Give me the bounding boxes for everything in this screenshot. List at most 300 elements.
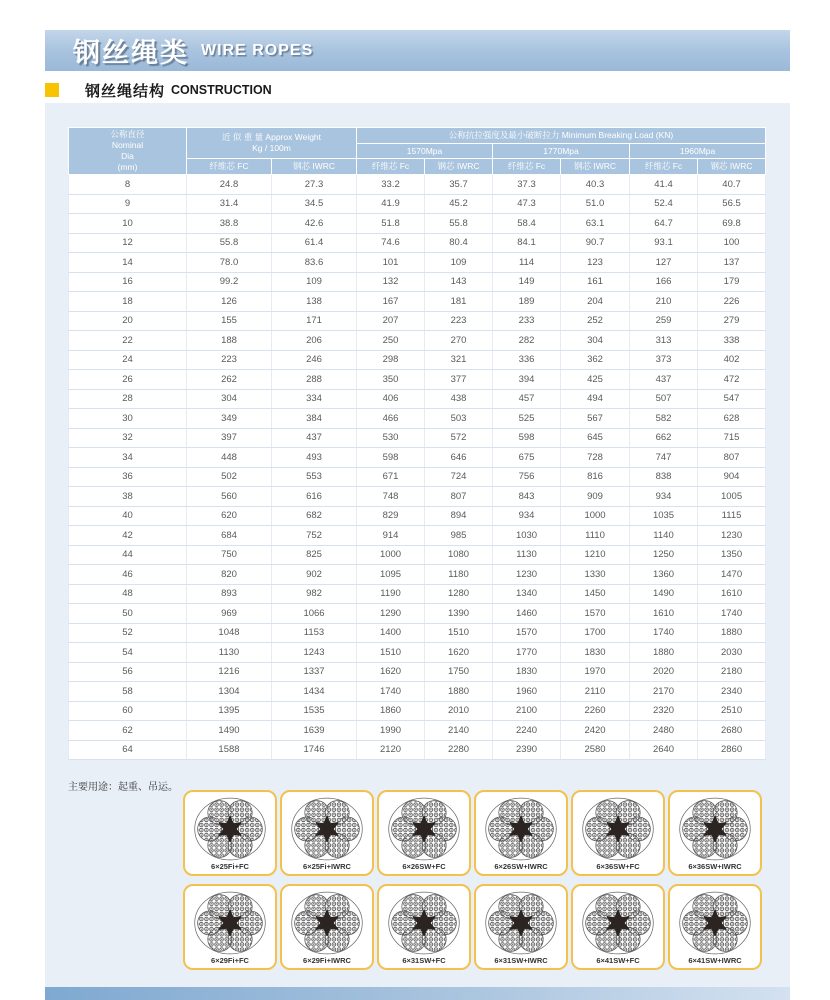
rope-box	[571, 884, 665, 970]
dia-cell: 52	[69, 623, 187, 643]
rope-box	[668, 884, 762, 970]
value-cell: 728	[561, 448, 630, 468]
value-cell: 223	[187, 350, 272, 370]
value-cell: 682	[272, 506, 357, 526]
dia-cell: 62	[69, 721, 187, 741]
value-cell: 304	[561, 331, 630, 351]
value-cell: 250	[357, 331, 425, 351]
value-cell: 1750	[425, 662, 493, 682]
dia-cell: 30	[69, 409, 187, 429]
value-cell: 373	[630, 350, 698, 370]
value-cell: 646	[425, 448, 493, 468]
wire-rope-cross-section-icon	[676, 891, 754, 955]
page-banner	[45, 30, 790, 71]
value-cell: 748	[357, 487, 425, 507]
value-cell: 2580	[561, 740, 630, 760]
value-cell: 349	[187, 409, 272, 429]
value-cell: 825	[272, 545, 357, 565]
dia-line: Dia	[121, 151, 134, 162]
value-cell: 101	[357, 253, 425, 273]
value-cell: 161	[561, 272, 630, 292]
value-cell: 507	[630, 389, 698, 409]
table-row	[69, 565, 766, 585]
table-row	[69, 467, 766, 487]
rope-label: 6×26SW+FC	[402, 862, 446, 871]
value-cell: 448	[187, 448, 272, 468]
wire-rope-cross-section-icon	[676, 797, 754, 861]
value-cell: 1740	[630, 623, 698, 643]
value-cell: 252	[561, 311, 630, 331]
value-cell: 616	[272, 487, 357, 507]
value-cell: 35.7	[425, 175, 493, 195]
value-cell: 724	[425, 467, 493, 487]
value-cell: 2120	[357, 740, 425, 760]
weight-line: 近 似 重 量 Approx Weight	[221, 132, 322, 143]
value-cell: 279	[698, 311, 766, 331]
value-cell: 1080	[425, 545, 493, 565]
value-cell: 1350	[698, 545, 766, 565]
value-cell: 126	[187, 292, 272, 312]
value-cell: 472	[698, 370, 766, 390]
dia-cell: 48	[69, 584, 187, 604]
table-row	[69, 194, 766, 214]
value-cell: 1830	[561, 643, 630, 663]
rope-box	[280, 790, 374, 876]
value-cell: 1880	[630, 643, 698, 663]
value-cell: 1880	[425, 682, 493, 702]
subheader-fc: 纤维芯 Fc	[357, 159, 425, 175]
value-cell: 684	[187, 526, 272, 546]
value-cell: 1216	[187, 662, 272, 682]
value-cell: 1180	[425, 565, 493, 585]
value-cell: 51.0	[561, 194, 630, 214]
table-row	[69, 682, 766, 702]
rope-box	[183, 790, 277, 876]
subheader-fc: 纤维芯 Fc	[630, 159, 698, 175]
value-cell: 40.7	[698, 175, 766, 195]
value-cell: 2020	[630, 662, 698, 682]
value-cell: 132	[357, 272, 425, 292]
value-cell: 31.4	[187, 194, 272, 214]
value-cell: 437	[630, 370, 698, 390]
page-content	[45, 0, 790, 1000]
value-cell: 189	[493, 292, 561, 312]
dia-cell: 56	[69, 662, 187, 682]
table-row	[69, 448, 766, 468]
value-cell: 313	[630, 331, 698, 351]
value-cell: 838	[630, 467, 698, 487]
value-cell: 149	[493, 272, 561, 292]
value-cell: 1860	[357, 701, 425, 721]
value-cell: 38.8	[187, 214, 272, 234]
value-cell: 42.6	[272, 214, 357, 234]
value-cell: 2260	[561, 701, 630, 721]
value-cell: 2640	[630, 740, 698, 760]
header-1570mpa: 1570Mpa	[357, 143, 493, 159]
value-cell: 904	[698, 467, 766, 487]
rope-label: 6×41SW+FC	[596, 956, 640, 965]
value-cell: 671	[357, 467, 425, 487]
value-cell: 47.3	[493, 194, 561, 214]
table-row	[69, 643, 766, 663]
weight-line: Kg / 100m	[252, 143, 291, 154]
value-cell: 715	[698, 428, 766, 448]
value-cell: 137	[698, 253, 766, 273]
value-cell: 52.4	[630, 194, 698, 214]
rope-grid	[183, 790, 762, 970]
value-cell: 206	[272, 331, 357, 351]
value-cell: 1740	[357, 682, 425, 702]
value-cell: 362	[561, 350, 630, 370]
value-cell: 55.8	[187, 233, 272, 253]
value-cell: 1390	[425, 604, 493, 624]
value-cell: 1588	[187, 740, 272, 760]
value-cell: 64.7	[630, 214, 698, 234]
table-row	[69, 214, 766, 234]
value-cell: 100	[698, 233, 766, 253]
value-cell: 270	[425, 331, 493, 351]
value-cell: 1048	[187, 623, 272, 643]
table-row	[69, 545, 766, 565]
value-cell: 109	[272, 272, 357, 292]
content-panel	[45, 103, 790, 1000]
value-cell: 2860	[698, 740, 766, 760]
value-cell: 1030	[493, 526, 561, 546]
value-cell: 1570	[493, 623, 561, 643]
wire-rope-spec-table	[68, 127, 766, 760]
value-cell: 259	[630, 311, 698, 331]
value-cell: 2680	[698, 721, 766, 741]
value-cell: 138	[272, 292, 357, 312]
value-cell: 1490	[187, 721, 272, 741]
value-cell: 84.1	[493, 233, 561, 253]
value-cell: 662	[630, 428, 698, 448]
value-cell: 747	[630, 448, 698, 468]
subheader-fc: 纤维芯 FC	[187, 159, 272, 175]
value-cell: 1066	[272, 604, 357, 624]
value-cell: 1337	[272, 662, 357, 682]
table-row	[69, 604, 766, 624]
value-cell: 377	[425, 370, 493, 390]
wire-rope-cross-section-icon	[579, 797, 657, 861]
value-cell: 93.1	[630, 233, 698, 253]
value-cell: 1290	[357, 604, 425, 624]
value-cell: 547	[698, 389, 766, 409]
dia-cell: 28	[69, 389, 187, 409]
value-cell: 628	[698, 409, 766, 429]
value-cell: 2510	[698, 701, 766, 721]
dia-cell: 10	[69, 214, 187, 234]
table-row	[69, 721, 766, 741]
value-cell: 1243	[272, 643, 357, 663]
value-cell: 78.0	[187, 253, 272, 273]
value-cell: 1880	[698, 623, 766, 643]
value-cell: 226	[698, 292, 766, 312]
value-cell: 262	[187, 370, 272, 390]
table-row	[69, 662, 766, 682]
value-cell: 750	[187, 545, 272, 565]
value-cell: 902	[272, 565, 357, 585]
subheader-iwrc: 钢芯 IWRC	[425, 159, 493, 175]
table-row	[69, 623, 766, 643]
value-cell: 843	[493, 487, 561, 507]
usage-note: 主要用途：起重、吊运。	[68, 782, 178, 793]
value-cell: 1340	[493, 584, 561, 604]
value-cell: 494	[561, 389, 630, 409]
value-cell: 438	[425, 389, 493, 409]
value-cell: 567	[561, 409, 630, 429]
header-breaking-load: 公称抗拉强度及最小破断拉力 Minimum Breaking Load (KN)	[357, 128, 766, 144]
header-nominal-dia	[69, 128, 187, 175]
dia-cell: 42	[69, 526, 187, 546]
value-cell: 572	[425, 428, 493, 448]
value-cell: 233	[493, 311, 561, 331]
value-cell: 675	[493, 448, 561, 468]
value-cell: 1746	[272, 740, 357, 760]
rope-label: 6×25Fi+IWRC	[303, 862, 351, 871]
value-cell: 166	[630, 272, 698, 292]
value-cell: 384	[272, 409, 357, 429]
value-cell: 207	[357, 311, 425, 331]
wire-rope-cross-section-icon	[385, 891, 463, 955]
value-cell: 114	[493, 253, 561, 273]
subheader-iwrc: 钢芯 IWRC	[561, 159, 630, 175]
table-row	[69, 740, 766, 760]
value-cell: 466	[357, 409, 425, 429]
value-cell: 1140	[630, 526, 698, 546]
wire-rope-cross-section-icon	[482, 891, 560, 955]
value-cell: 2010	[425, 701, 493, 721]
value-cell: 123	[561, 253, 630, 273]
value-cell: 2390	[493, 740, 561, 760]
value-cell: 1000	[561, 506, 630, 526]
value-cell: 914	[357, 526, 425, 546]
value-cell: 406	[357, 389, 425, 409]
value-cell: 1490	[630, 584, 698, 604]
value-cell: 40.3	[561, 175, 630, 195]
value-cell: 502	[187, 467, 272, 487]
rope-label: 6×29Fi+FC	[211, 956, 249, 965]
value-cell: 2180	[698, 662, 766, 682]
value-cell: 752	[272, 526, 357, 546]
wire-rope-cross-section-icon	[579, 891, 657, 955]
table-row	[69, 272, 766, 292]
value-cell: 350	[357, 370, 425, 390]
value-cell: 1230	[493, 565, 561, 585]
rope-box	[668, 790, 762, 876]
value-cell: 820	[187, 565, 272, 585]
value-cell: 41.9	[357, 194, 425, 214]
value-cell: 90.7	[561, 233, 630, 253]
value-cell: 525	[493, 409, 561, 429]
table-row	[69, 233, 766, 253]
value-cell: 582	[630, 409, 698, 429]
table-body	[69, 175, 766, 760]
value-cell: 188	[187, 331, 272, 351]
value-cell: 2420	[561, 721, 630, 741]
value-cell: 1230	[698, 526, 766, 546]
dia-cell: 60	[69, 701, 187, 721]
value-cell: 1130	[187, 643, 272, 663]
table-row	[69, 428, 766, 448]
value-cell: 34.5	[272, 194, 357, 214]
value-cell: 1110	[561, 526, 630, 546]
value-cell: 288	[272, 370, 357, 390]
table-row	[69, 292, 766, 312]
dia-cell: 12	[69, 233, 187, 253]
dia-cell: 50	[69, 604, 187, 624]
rope-label: 6×31SW+IWRC	[494, 956, 548, 965]
value-cell: 143	[425, 272, 493, 292]
rope-label: 6×31SW+FC	[402, 956, 446, 965]
table-row	[69, 253, 766, 273]
value-cell: 83.6	[272, 253, 357, 273]
value-cell: 934	[493, 506, 561, 526]
dia-cell: 58	[69, 682, 187, 702]
dia-line: (mm)	[117, 162, 138, 173]
value-cell: 2480	[630, 721, 698, 741]
value-cell: 1460	[493, 604, 561, 624]
value-cell: 246	[272, 350, 357, 370]
wire-rope-cross-section-icon	[288, 891, 366, 955]
value-cell: 1360	[630, 565, 698, 585]
wire-rope-cross-section-icon	[288, 797, 366, 861]
table-header	[69, 128, 766, 175]
table-row	[69, 584, 766, 604]
value-cell: 1610	[630, 604, 698, 624]
bottom-bar	[45, 987, 790, 1000]
value-cell: 41.4	[630, 175, 698, 195]
dia-cell: 16	[69, 272, 187, 292]
table-row	[69, 409, 766, 429]
value-cell: 1990	[357, 721, 425, 741]
value-cell: 1830	[493, 662, 561, 682]
value-cell: 1095	[357, 565, 425, 585]
value-cell: 55.8	[425, 214, 493, 234]
value-cell: 560	[187, 487, 272, 507]
dia-cell: 22	[69, 331, 187, 351]
value-cell: 894	[425, 506, 493, 526]
value-cell: 909	[561, 487, 630, 507]
value-cell: 1535	[272, 701, 357, 721]
value-cell: 2240	[493, 721, 561, 741]
value-cell: 58.4	[493, 214, 561, 234]
value-cell: 223	[425, 311, 493, 331]
value-cell: 51.8	[357, 214, 425, 234]
rope-box	[377, 884, 471, 970]
section-title-zh: 钢丝绳结构	[85, 82, 166, 100]
value-cell: 816	[561, 467, 630, 487]
wire-rope-cross-section-icon	[191, 891, 269, 955]
subheader-fc: 纤维芯 Fc	[493, 159, 561, 175]
dia-cell: 14	[69, 253, 187, 273]
value-cell: 171	[272, 311, 357, 331]
value-cell: 181	[425, 292, 493, 312]
value-cell: 598	[493, 428, 561, 448]
value-cell: 2030	[698, 643, 766, 663]
value-cell: 127	[630, 253, 698, 273]
rope-label: 6×36SW+FC	[596, 862, 640, 871]
value-cell: 934	[630, 487, 698, 507]
value-cell: 503	[425, 409, 493, 429]
value-cell: 61.4	[272, 233, 357, 253]
yellow-square-bullet-icon	[45, 83, 59, 97]
value-cell: 1130	[493, 545, 561, 565]
value-cell: 402	[698, 350, 766, 370]
value-cell: 969	[187, 604, 272, 624]
dia-cell: 26	[69, 370, 187, 390]
value-cell: 1280	[425, 584, 493, 604]
value-cell: 69.8	[698, 214, 766, 234]
dia-cell: 34	[69, 448, 187, 468]
rope-box	[183, 884, 277, 970]
value-cell: 109	[425, 253, 493, 273]
value-cell: 167	[357, 292, 425, 312]
value-cell: 756	[493, 467, 561, 487]
dia-cell: 24	[69, 350, 187, 370]
value-cell: 1510	[425, 623, 493, 643]
section-title-en: CONSTRUCTION	[171, 83, 272, 97]
rope-box	[377, 790, 471, 876]
value-cell: 24.8	[187, 175, 272, 195]
value-cell: 210	[630, 292, 698, 312]
value-cell: 2320	[630, 701, 698, 721]
value-cell: 1620	[357, 662, 425, 682]
table-row	[69, 389, 766, 409]
value-cell: 530	[357, 428, 425, 448]
value-cell: 807	[698, 448, 766, 468]
value-cell: 829	[357, 506, 425, 526]
value-cell: 304	[187, 389, 272, 409]
value-cell: 1700	[561, 623, 630, 643]
value-cell: 1434	[272, 682, 357, 702]
value-cell: 99.2	[187, 272, 272, 292]
dia-cell: 44	[69, 545, 187, 565]
value-cell: 1740	[698, 604, 766, 624]
wire-rope-cross-section-icon	[385, 797, 463, 861]
value-cell: 80.4	[425, 233, 493, 253]
rope-label: 6×25Fi+FC	[211, 862, 249, 871]
value-cell: 1395	[187, 701, 272, 721]
value-cell: 645	[561, 428, 630, 448]
rope-label: 6×29Fi+IWRC	[303, 956, 351, 965]
value-cell: 598	[357, 448, 425, 468]
value-cell: 985	[425, 526, 493, 546]
banner-title-zh: 钢丝绳类	[73, 38, 189, 68]
value-cell: 1153	[272, 623, 357, 643]
value-cell: 425	[561, 370, 630, 390]
section-heading	[45, 80, 790, 100]
value-cell: 334	[272, 389, 357, 409]
value-cell: 56.5	[698, 194, 766, 214]
rope-box	[571, 790, 665, 876]
value-cell: 982	[272, 584, 357, 604]
value-cell: 437	[272, 428, 357, 448]
dia-cell: 64	[69, 740, 187, 760]
value-cell: 1639	[272, 721, 357, 741]
dia-cell: 54	[69, 643, 187, 663]
dia-line: Nominal	[111, 140, 144, 151]
value-cell: 321	[425, 350, 493, 370]
table-row	[69, 175, 766, 195]
value-cell: 1005	[698, 487, 766, 507]
value-cell: 27.3	[272, 175, 357, 195]
table-row	[69, 350, 766, 370]
value-cell: 63.1	[561, 214, 630, 234]
value-cell: 33.2	[357, 175, 425, 195]
table-row	[69, 370, 766, 390]
value-cell: 155	[187, 311, 272, 331]
